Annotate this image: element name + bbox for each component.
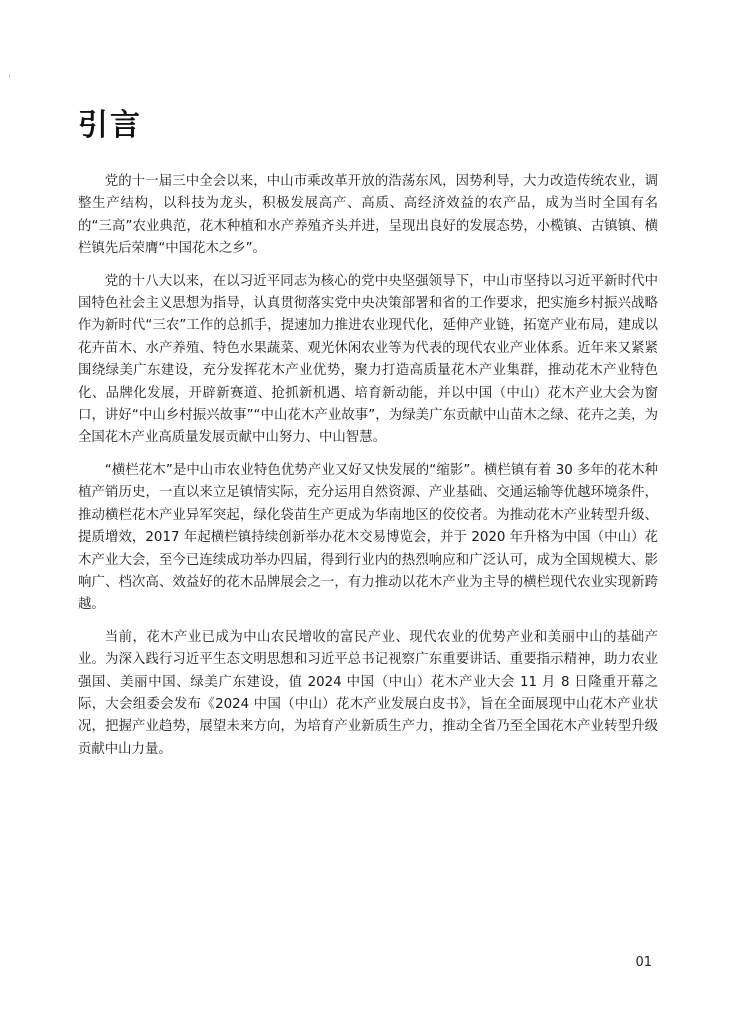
scan-artifact	[9, 74, 10, 77]
paragraph-4: 当前，花木产业已成为中山农民增收的富民产业、现代农业的优势产业和美丽中山的基础产业。为深入践行习近平生态文明思想和习近平总书记视察广东重要讲话、重要指示精神，助力农业强国、美丽中国、绿美广东建设，值 2024 中国（中山）花木产业大会 11 月 8 日隆重开幕之际，大会组委会发布《2024 中国（中山）花木产业发展白皮书》，旨在全面展现中山花木产业状况，把握产业趋势，展望未来方向，为培育产业新质生产力，推动全省乃至全国花木产业转型升级贡献中山力量。	[78, 629, 658, 757]
paragraph-1: 党的十一届三中全会以来，中山市乘改革开放的浩荡东风，因势利导，大力改造传统农业，调整生产结构，以科技为龙头，积极发展高产、高质、高经济效益的农产品，成为当时全国有名的“三高”农业典范，花木种植和水产养殖齐头并进，呈现出良好的发展态势，小榄镇、古镇镇、横栏镇先后荣膺“中国花木之乡”。	[78, 174, 658, 257]
page-number: 01	[635, 955, 652, 970]
page-title: 引言	[78, 108, 142, 143]
paragraph-3: “横栏花木”是中山市农业特色优势产业又好又快发展的“缩影”。横栏镇有着 30 多年的花木种植产销历史，一直以来立足镇情实际，充分运用自然资源、产业基础、交通运输等优越环境条件，推动横栏花木产业异军突起，绿化袋苗生产更成为华南地区的佼佼者。为推动花木产业转型升级、提质增效，2017 年起横栏镇持续创新举办花木交易博览会，并于 2020 年升格为中国（中山）花木产业大会，至今已连续成功举办四届，得到行业内的热烈响应和广泛认可，成为全国规模大、影响广、档次高、效益好的花木品牌展会之一，有力推动以花木产业为主导的横栏现代农业实现新跨越。	[78, 462, 658, 613]
body-text	[78, 171, 658, 771]
paragraph-2: 党的十八大以来，在以习近平同志为核心的党中央坚强领导下，中山市坚持以习近平新时代中国特色社会主义思想为指导，认真贯彻落实党中央决策部署和省的工作要求，把实施乡村振兴战略作为新时代“三农”工作的总抓手，提速加力推进农业现代化，延伸产业链，拓宽产业布局，建成以花卉苗木、水产养殖、特色水果蔬菜、观光休闲农业等为代表的现代农业产业体系。近年来又紧紧围绕绿美广东建设，充分发挥花木产业优势，聚力打造高质量花木产业集群，推动花木产业特色化、品牌化发展，开辟新赛道、抢抓新机遇、培育新动能，并以中国（中山）花木产业大会为窗口，讲好“中山乡村振兴故事”“中山花木产业故事”，为绿美广东贡献中山苗木之绿、花卉之美，为全国花木产业高质量发展贡献中山努力、中山智慧。	[78, 273, 658, 446]
